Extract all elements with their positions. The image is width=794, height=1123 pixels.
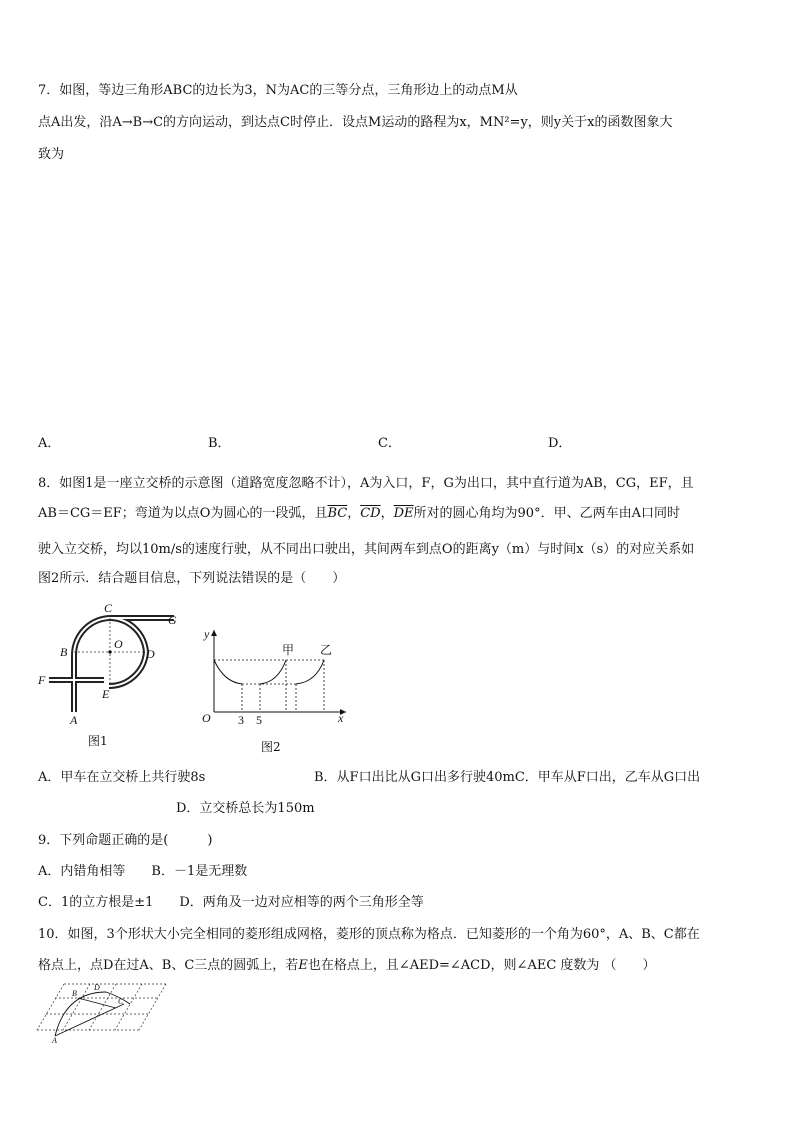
- q8-line2-end: 所对的圆心角均为90°．甲、乙两车由A口同时: [413, 506, 680, 521]
- q9-title: 9．下列命题正确的是( ): [38, 833, 213, 848]
- origin-label: O: [202, 711, 211, 725]
- q10-figure-grid: [34, 978, 170, 1044]
- q10-label-b: B: [72, 989, 77, 998]
- q7-option-c: C．: [378, 436, 401, 451]
- label-jia: 甲: [282, 643, 295, 657]
- q8-option-a: A．甲车在立交桥上共行驶8s: [38, 770, 206, 785]
- q8-line3: 驶入立交桥，均以10m/s的速度行驶，从不同出口驶出，其间两车到点O的距离y（m）与时间x（s）的对应关系如: [38, 542, 695, 557]
- figure-1-overpass: [34, 600, 194, 730]
- label-a: A: [70, 713, 78, 727]
- label-c: C: [104, 601, 113, 615]
- label-d: D: [146, 647, 155, 661]
- label-e: E: [102, 687, 110, 701]
- figure-2-caption: 图2: [261, 740, 281, 754]
- figure-2-graph: [196, 622, 356, 728]
- label-yi: 乙: [320, 643, 333, 657]
- q10-line2-start: 格点上，点D在过A、B、C三点的圆弧上，若: [38, 958, 299, 973]
- axis-y: y: [204, 627, 210, 641]
- q8-option-d: D．立交桥总长为150m: [176, 801, 315, 816]
- label-g: G: [168, 613, 177, 627]
- q7-line1: 7．如图，等边三角形ABC的边长为3，N为AC的三等分点，三角形边上的动点M从: [38, 83, 518, 98]
- q10-label-a: A: [52, 1036, 57, 1044]
- q8-line2: [38, 505, 680, 523]
- label-b: B: [60, 645, 68, 659]
- tick-3: 3: [238, 713, 244, 727]
- q7-line2: 点A出发，沿A→B→C的方向运动，到达点C时停止．设点M运动的路程为x，MN²=y，则y关于x的函数图象大: [38, 115, 673, 130]
- arc-de: $\overline{DE}$: [393, 506, 414, 521]
- axis-x: x: [338, 711, 344, 725]
- q8-line1: 8．如图1是一座立交桥的示意图（道路宽度忽略不计），A为入口，F，G为出口，其中直行道为AB，CG，EF，且: [38, 476, 694, 491]
- point-e: E: [298, 958, 308, 973]
- q7-option-d: D．: [548, 436, 572, 451]
- q10-line2: [38, 957, 656, 975]
- sep-1: ，: [347, 506, 361, 521]
- q7-option-a: A．: [38, 436, 61, 451]
- q8-line2-start: AB＝CG＝EF；弯道为以点O为圆心的一段弧，且: [38, 506, 328, 521]
- q9-options-ab: A．内错角相等 B．－1是无理数: [38, 864, 248, 879]
- q10-line2-end: 也在格点上，且∠AED=∠ACD，则∠AEC 度数为 （ ）: [307, 958, 656, 973]
- arc-cd: $\overline{CD}$: [360, 506, 381, 521]
- arc-bc: $\overline{BC}$: [327, 506, 348, 521]
- label-o: O: [114, 637, 123, 651]
- figure-1-caption: 图1: [88, 734, 108, 748]
- label-f: F: [38, 673, 46, 687]
- q10-line1: 10．如图，3个形状大小完全相同的菱形组成网格，菱形的顶点称为格点．已知菱形的一个角为60°，A、B、C都在: [38, 927, 700, 942]
- q7-line3: 致为: [38, 147, 65, 162]
- q9-options-cd: C．1的立方根是±1 D．两角及一边对应相等的两个三角形全等: [38, 895, 424, 910]
- q7-option-b: B．: [208, 436, 231, 451]
- sep-2: ，: [380, 506, 394, 521]
- q10-label-c: C: [118, 997, 124, 1006]
- q8-line4: 图2所示．结合题目信息，下列说法错误的是（ ）: [38, 571, 346, 586]
- tick-5: 5: [256, 713, 262, 727]
- q8-option-b-c: B．从F口出比从G口出多行驶40mC．甲车从F口出，乙车从G口出: [314, 770, 701, 785]
- q10-label-d: D: [94, 983, 100, 992]
